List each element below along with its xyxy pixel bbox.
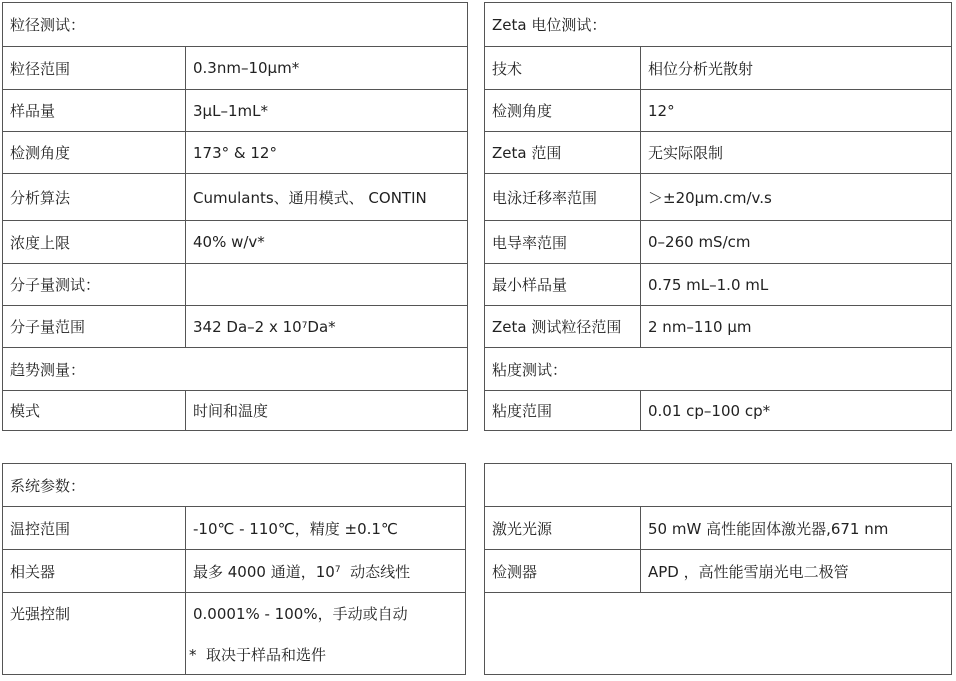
table-row [485, 46, 951, 89]
row-label: 粒径范围 [10, 59, 71, 78]
table-row [3, 263, 467, 305]
row-value: 0–260 mS/cm [640, 221, 951, 263]
row-value: 最多 4000 通道，10 $^7$ 动态线性 [185, 550, 465, 592]
row-label: 激光光源 [492, 519, 553, 538]
table-row [485, 173, 951, 220]
row-value: Cumulants、通用模式、 CONTIN [185, 174, 467, 220]
row-value: 0.3nm–10μm* [185, 47, 467, 89]
row-value: 0.0001% - 100%，手动或自动 [185, 593, 465, 674]
table-row [485, 220, 951, 263]
footnote: * 取决于样品和选件 [189, 646, 327, 664]
table-row [3, 506, 465, 549]
section-header: 分子量测试： [10, 276, 101, 294]
empty-cell [485, 593, 951, 674]
row-value: APD ，高性能雪崩光电二极管 [640, 550, 951, 592]
empty-header [485, 464, 951, 506]
row-label: 样品量 [10, 102, 56, 120]
row-value: 相位分析光散射 [640, 47, 951, 89]
row-label: 光强控制 [10, 605, 71, 623]
table-row [485, 506, 951, 549]
table-row [485, 305, 951, 347]
table-row [3, 549, 465, 592]
table-row [3, 173, 467, 220]
row-value: 50 mW 高性能固体激光器,671 nm [640, 507, 951, 549]
table-row [485, 592, 951, 674]
value-text: 动态线性 [340, 562, 411, 581]
section-header: 系统参数： [10, 476, 86, 495]
row-label: Zeta 测试粒径范围 [492, 318, 622, 336]
table-row [485, 464, 951, 506]
row-label: 分析算法 [10, 188, 71, 207]
row-value: 12° [640, 90, 951, 131]
row-label: 模式 [10, 402, 41, 420]
table-row [3, 3, 467, 46]
table-row [3, 89, 467, 131]
empty-cell [185, 264, 467, 305]
hardware-table [484, 463, 952, 675]
table-row [485, 549, 951, 592]
table-row [485, 131, 951, 173]
row-value: 无实际限制 [640, 132, 951, 173]
zeta-potential-table [484, 2, 952, 431]
row-label: Zeta 范围 [492, 144, 562, 162]
row-label: 浓度上限 [10, 233, 71, 252]
table-row [485, 263, 951, 305]
value-text: 342 Da–2 x 10 [193, 317, 302, 336]
row-value: 40% w/v* [185, 221, 467, 263]
row-value: 342 Da–2 x 10 $^7$ Da* [185, 306, 467, 347]
table-row [485, 89, 951, 131]
table-row [3, 220, 467, 263]
row-label: 电导率范围 [492, 233, 568, 252]
section-header: Zeta 电位测试： [492, 16, 607, 34]
row-label: 粘度范围 [492, 402, 553, 420]
table-row [485, 347, 951, 390]
table-row [485, 3, 951, 46]
row-label: 最小样品量 [492, 276, 568, 294]
row-label: 检测器 [492, 562, 538, 581]
section-header: 趋势测量： [10, 360, 86, 379]
value-text: Da* [307, 317, 336, 336]
row-label: 电泳迁移率范围 [492, 188, 598, 207]
row-value: ＞±20μm.cm/v.s [640, 174, 951, 220]
table-row [3, 390, 467, 430]
table-row [3, 464, 465, 506]
row-value: 2 nm–110 μm [640, 306, 951, 347]
row-label: 相关器 [10, 562, 56, 581]
row-value: 时间和温度 [185, 391, 467, 430]
section-header: 粒径测试： [10, 16, 86, 34]
row-value: 0.01 cp–100 cp* [640, 391, 951, 430]
table-row [3, 46, 467, 89]
particle-size-table [2, 2, 468, 431]
table-row [3, 131, 467, 173]
row-label: 分子量范围 [10, 318, 86, 336]
row-label: 技术 [492, 59, 523, 78]
row-value: -10℃ - 110℃，精度 ±0.1℃ [185, 507, 465, 549]
section-header: 粘度测试： [492, 360, 568, 379]
row-label: 温控范围 [10, 519, 71, 538]
table-row [485, 390, 951, 430]
table-row [3, 305, 467, 347]
value-text: 最多 4000 通道，10 [193, 562, 335, 581]
row-value: 3μL–1mL* [185, 90, 467, 131]
row-value: 0.75 mL–1.0 mL [640, 264, 951, 305]
row-label: 检测角度 [492, 102, 553, 120]
row-value: 173° & 12° [185, 132, 467, 173]
table-row [3, 347, 467, 390]
row-label: 检测角度 [10, 144, 71, 162]
